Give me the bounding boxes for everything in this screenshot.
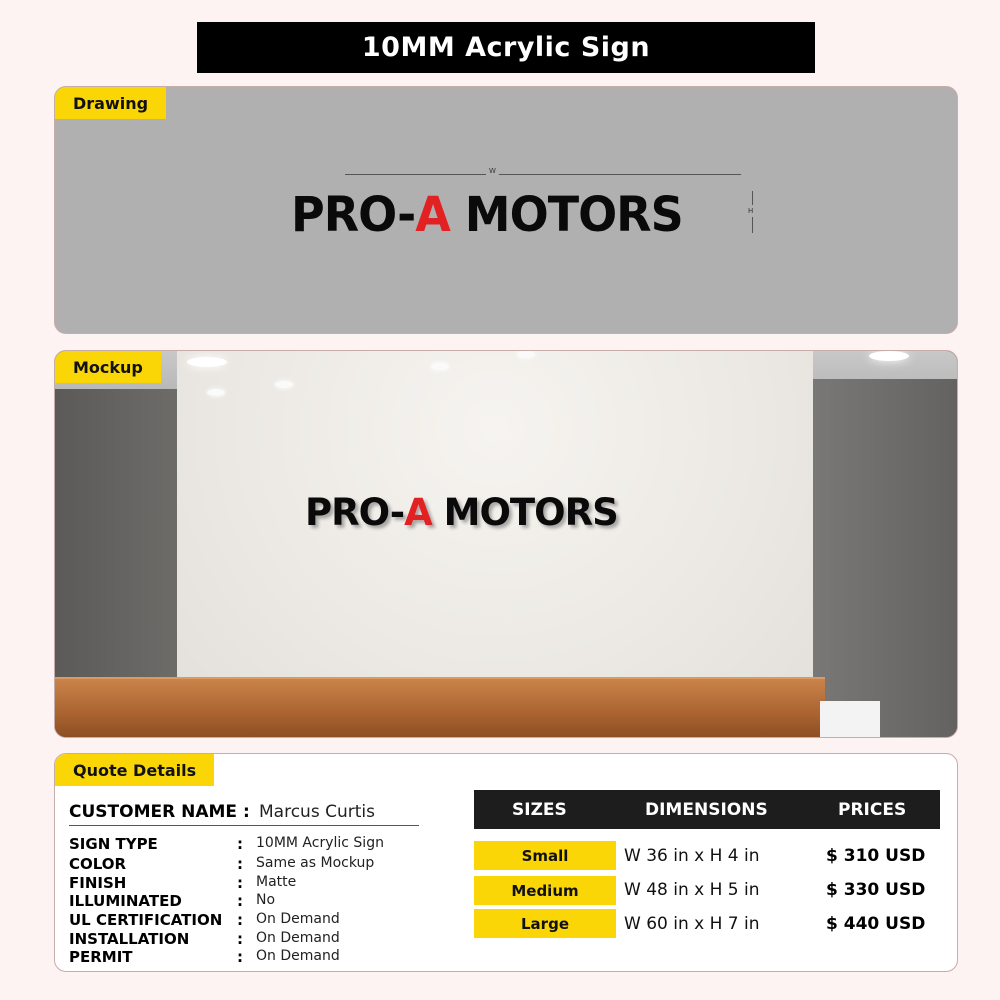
spec-value: On Demand <box>256 948 340 964</box>
sign-text-black: PRO- <box>305 491 405 534</box>
price-small: $ 310 USD <box>826 846 926 866</box>
mockup-tab-label: Mockup <box>55 351 161 383</box>
spot-light <box>517 351 535 358</box>
size-large: Large <box>474 909 616 938</box>
drawing-tab-label: Drawing <box>55 87 166 119</box>
quote-tab-label: Quote Details <box>55 754 214 786</box>
spec-label: INSTALLATION <box>69 930 190 948</box>
counter-side <box>820 701 880 738</box>
spec-value: On Demand <box>256 930 340 946</box>
drawing-panel <box>54 86 958 334</box>
spec-colon: : <box>237 930 243 948</box>
sign-text-rest: MOTORS <box>449 185 683 243</box>
ceiling-light <box>869 351 909 361</box>
spec-colon: : <box>237 855 243 873</box>
header-dimensions: DIMENSIONS <box>645 800 768 820</box>
spot-light <box>275 381 293 388</box>
mockup-scene <box>55 351 957 737</box>
spec-value: Same as Mockup <box>256 855 375 871</box>
spec-label: PERMIT <box>69 948 133 966</box>
spec-label: UL CERTIFICATION <box>69 911 223 929</box>
spec-label: FINISH <box>69 874 127 892</box>
sign-text-red: A <box>415 185 450 243</box>
price-large: $ 440 USD <box>826 914 926 934</box>
spec-value: Matte <box>256 874 297 890</box>
spec-colon: : <box>237 892 243 910</box>
spec-value: No <box>256 892 276 908</box>
spec-colon: : <box>237 874 243 892</box>
header-sizes: SIZES <box>512 800 567 820</box>
price-medium: $ 330 USD <box>826 880 926 900</box>
spec-colon: : <box>237 911 243 929</box>
sign-text-rest: MOTORS <box>431 491 618 534</box>
spot-light <box>431 363 449 370</box>
sign-text-black: PRO- <box>291 185 416 243</box>
width-dimension-label: W <box>486 167 499 175</box>
height-dimension-label: H <box>748 207 754 215</box>
spec-colon: : <box>237 835 243 853</box>
header-prices: PRICES <box>838 800 907 820</box>
size-medium: Medium <box>474 876 616 905</box>
customer-name-value: Marcus Curtis <box>259 802 375 822</box>
sign-text-red: A <box>404 491 432 534</box>
reception-counter <box>55 679 825 738</box>
spot-light <box>207 389 225 396</box>
spec-colon: : <box>237 948 243 966</box>
spec-label: COLOR <box>69 855 127 873</box>
drawing-sign-text <box>291 186 683 243</box>
ceiling-light <box>187 357 227 367</box>
dimensions-large: W 60 in x H 7 in <box>624 914 760 934</box>
customer-underline <box>69 825 419 826</box>
size-small: Small <box>474 841 616 870</box>
spec-label: ILLUMINATED <box>69 892 182 910</box>
width-dimension-line <box>345 174 741 175</box>
spec-value: 10MM Acrylic Sign <box>256 835 384 851</box>
page-title: 10MM Acrylic Sign <box>197 22 815 73</box>
spec-value: On Demand <box>256 911 340 927</box>
dimensions-medium: W 48 in x H 5 in <box>624 880 760 900</box>
customer-name-label: CUSTOMER NAME : <box>69 802 250 822</box>
spec-label: SIGN TYPE <box>69 835 158 853</box>
right-wall <box>812 379 958 738</box>
price-table-header <box>474 790 940 829</box>
quote-panel <box>54 753 958 972</box>
dimensions-small: W 36 in x H 4 in <box>624 846 760 866</box>
mockup-sign-text <box>305 491 618 534</box>
mockup-panel <box>54 350 958 738</box>
